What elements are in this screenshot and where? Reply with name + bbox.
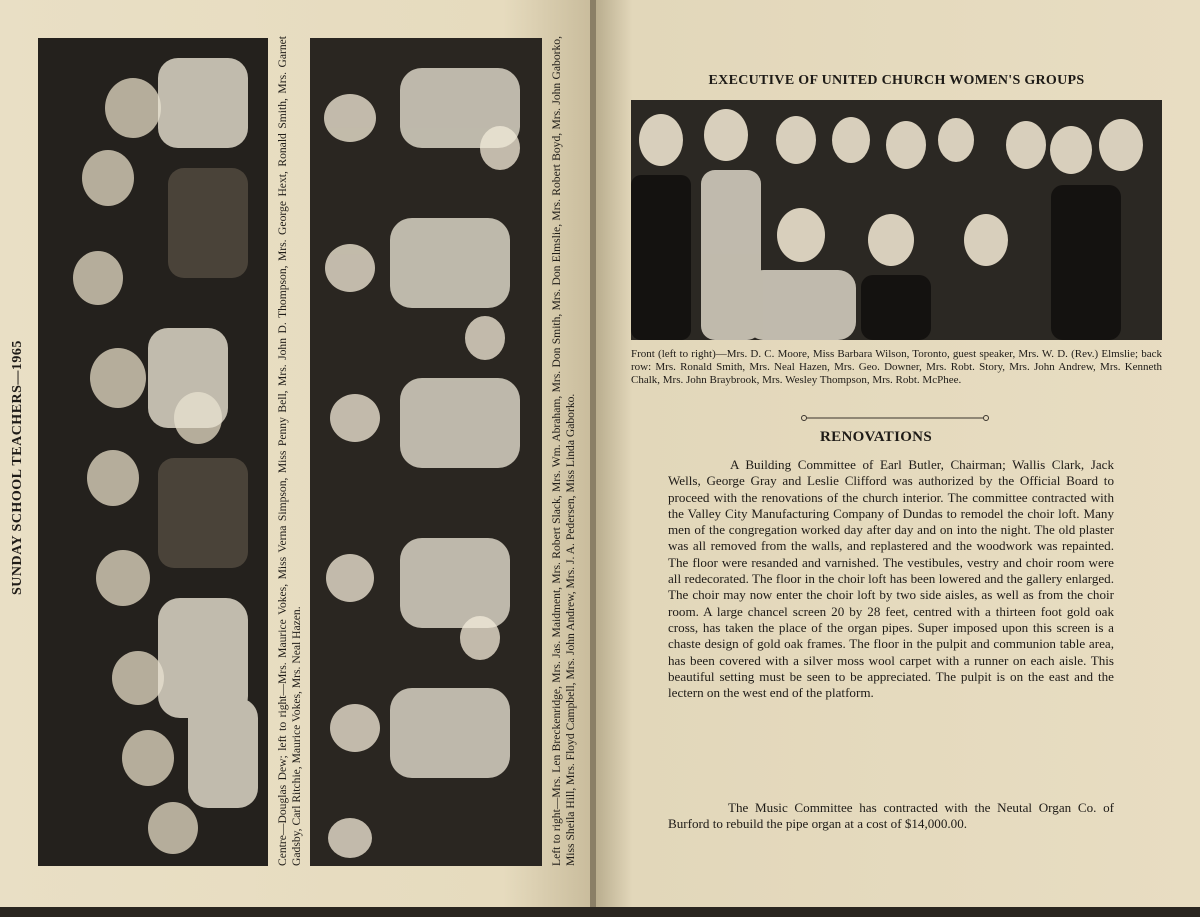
executive-photo-figures — [631, 100, 1162, 340]
sunday-school-photo-upper — [38, 38, 268, 866]
sunday-school-photo-lower — [310, 38, 542, 866]
section-divider — [800, 414, 990, 422]
sunday-school-caption-lower: Left to right—Mrs. Len Breckenridge, Mrs. Jas. Maidment, Mrs. Robert Slack, Mrs. Wm. Abraham, Mrs. Don Smith, Mrs. Don Elmslie, Mrs. Robert Boyd, Mrs. John Gaborko, Miss Sheila Hill, Mrs. Floyd Campbell, Mrs. John Andrew, Mrs. J. A. Pedersen, Miss Linda Gaborko. — [550, 36, 577, 866]
renovations-paragraph-2: The Music Committee has contracted with the Neutal Organ Co. of Burford to rebuild the pipe organ at a cost of $14,000.00. — [668, 800, 1114, 832]
sunday-school-title: SUNDAY SCHOOL TEACHERS—1965 — [10, 340, 25, 595]
group-photo-figures-2 — [310, 38, 542, 866]
executive-title: EXECUTIVE OF UNITED CHURCH WOMEN'S GROUPS — [708, 73, 1085, 88]
executive-caption: Front (left to right)—Mrs. D. C. Moore, Miss Barbara Wilson, Toronto, guest speaker, Mrs. W. D. (Rev.) Elmslie; back row: Mrs. Ronald Smith, Mrs. Neal Hazen, Mrs. Geo. Downer, Mrs. Robt. Story, Mrs. John Andrew, Mrs. Kenneth Chalk, Mrs. John Braybrook, Mrs. Wesley Thompson, Mrs. Robt. McPhee. — [631, 348, 1162, 386]
executive-group-photo — [631, 100, 1162, 340]
sunday-school-caption-upper: Centre—Douglas Dew; left to right—Mrs. Maurice Vokes, Miss Verna Simpson, Miss Penny Bell, Mrs. John D. Thompson, Mrs. George Hext, Ronald Smith, Mrs. Garnet Gadsby, Carl Ritchie, Maurice Vokes, Mrs. Neal Hazen. — [276, 36, 303, 866]
group-photo-figures — [38, 38, 268, 866]
renovations-title: RENOVATIONS — [820, 429, 932, 445]
renovations-paragraph-1: A Building Committee of Earl Butler, Chairman; Wallis Clark, Jack Wells, George Gray and Leslie Clifford was authorized by the Official Board to proceed with the renovations of the church interior. The committee contracted with the Valley City Manufacturing Company of Dundas to remodel the choir loft. Many men of the congregation worked day after day and on into the night. The old plaster was all removed from the walls, and replastered and the woodwork was repainted. The floor were resanded and varnished. The vestibules, vestry and choir room were all redecorated. The floor in the choir loft has been lowered and the gallery enlarged. The choir may now enter the choir loft by two side aisles, as well as from the choir room. A large chancel screen 20 by 28 feet, centred with a thirteen foot gold oak cross, has taken the place of the organ pipes. Super imposed upon this screen is a chaste design of gold oak frames. The floor in the pulpit and communion table area, has been covered with a silver moss wool carpet with a runner on each aisle. This beautiful setting must be seen to be appreciated. The pulpit is on the east and the lectern on the west end of the platform. — [668, 457, 1114, 701]
